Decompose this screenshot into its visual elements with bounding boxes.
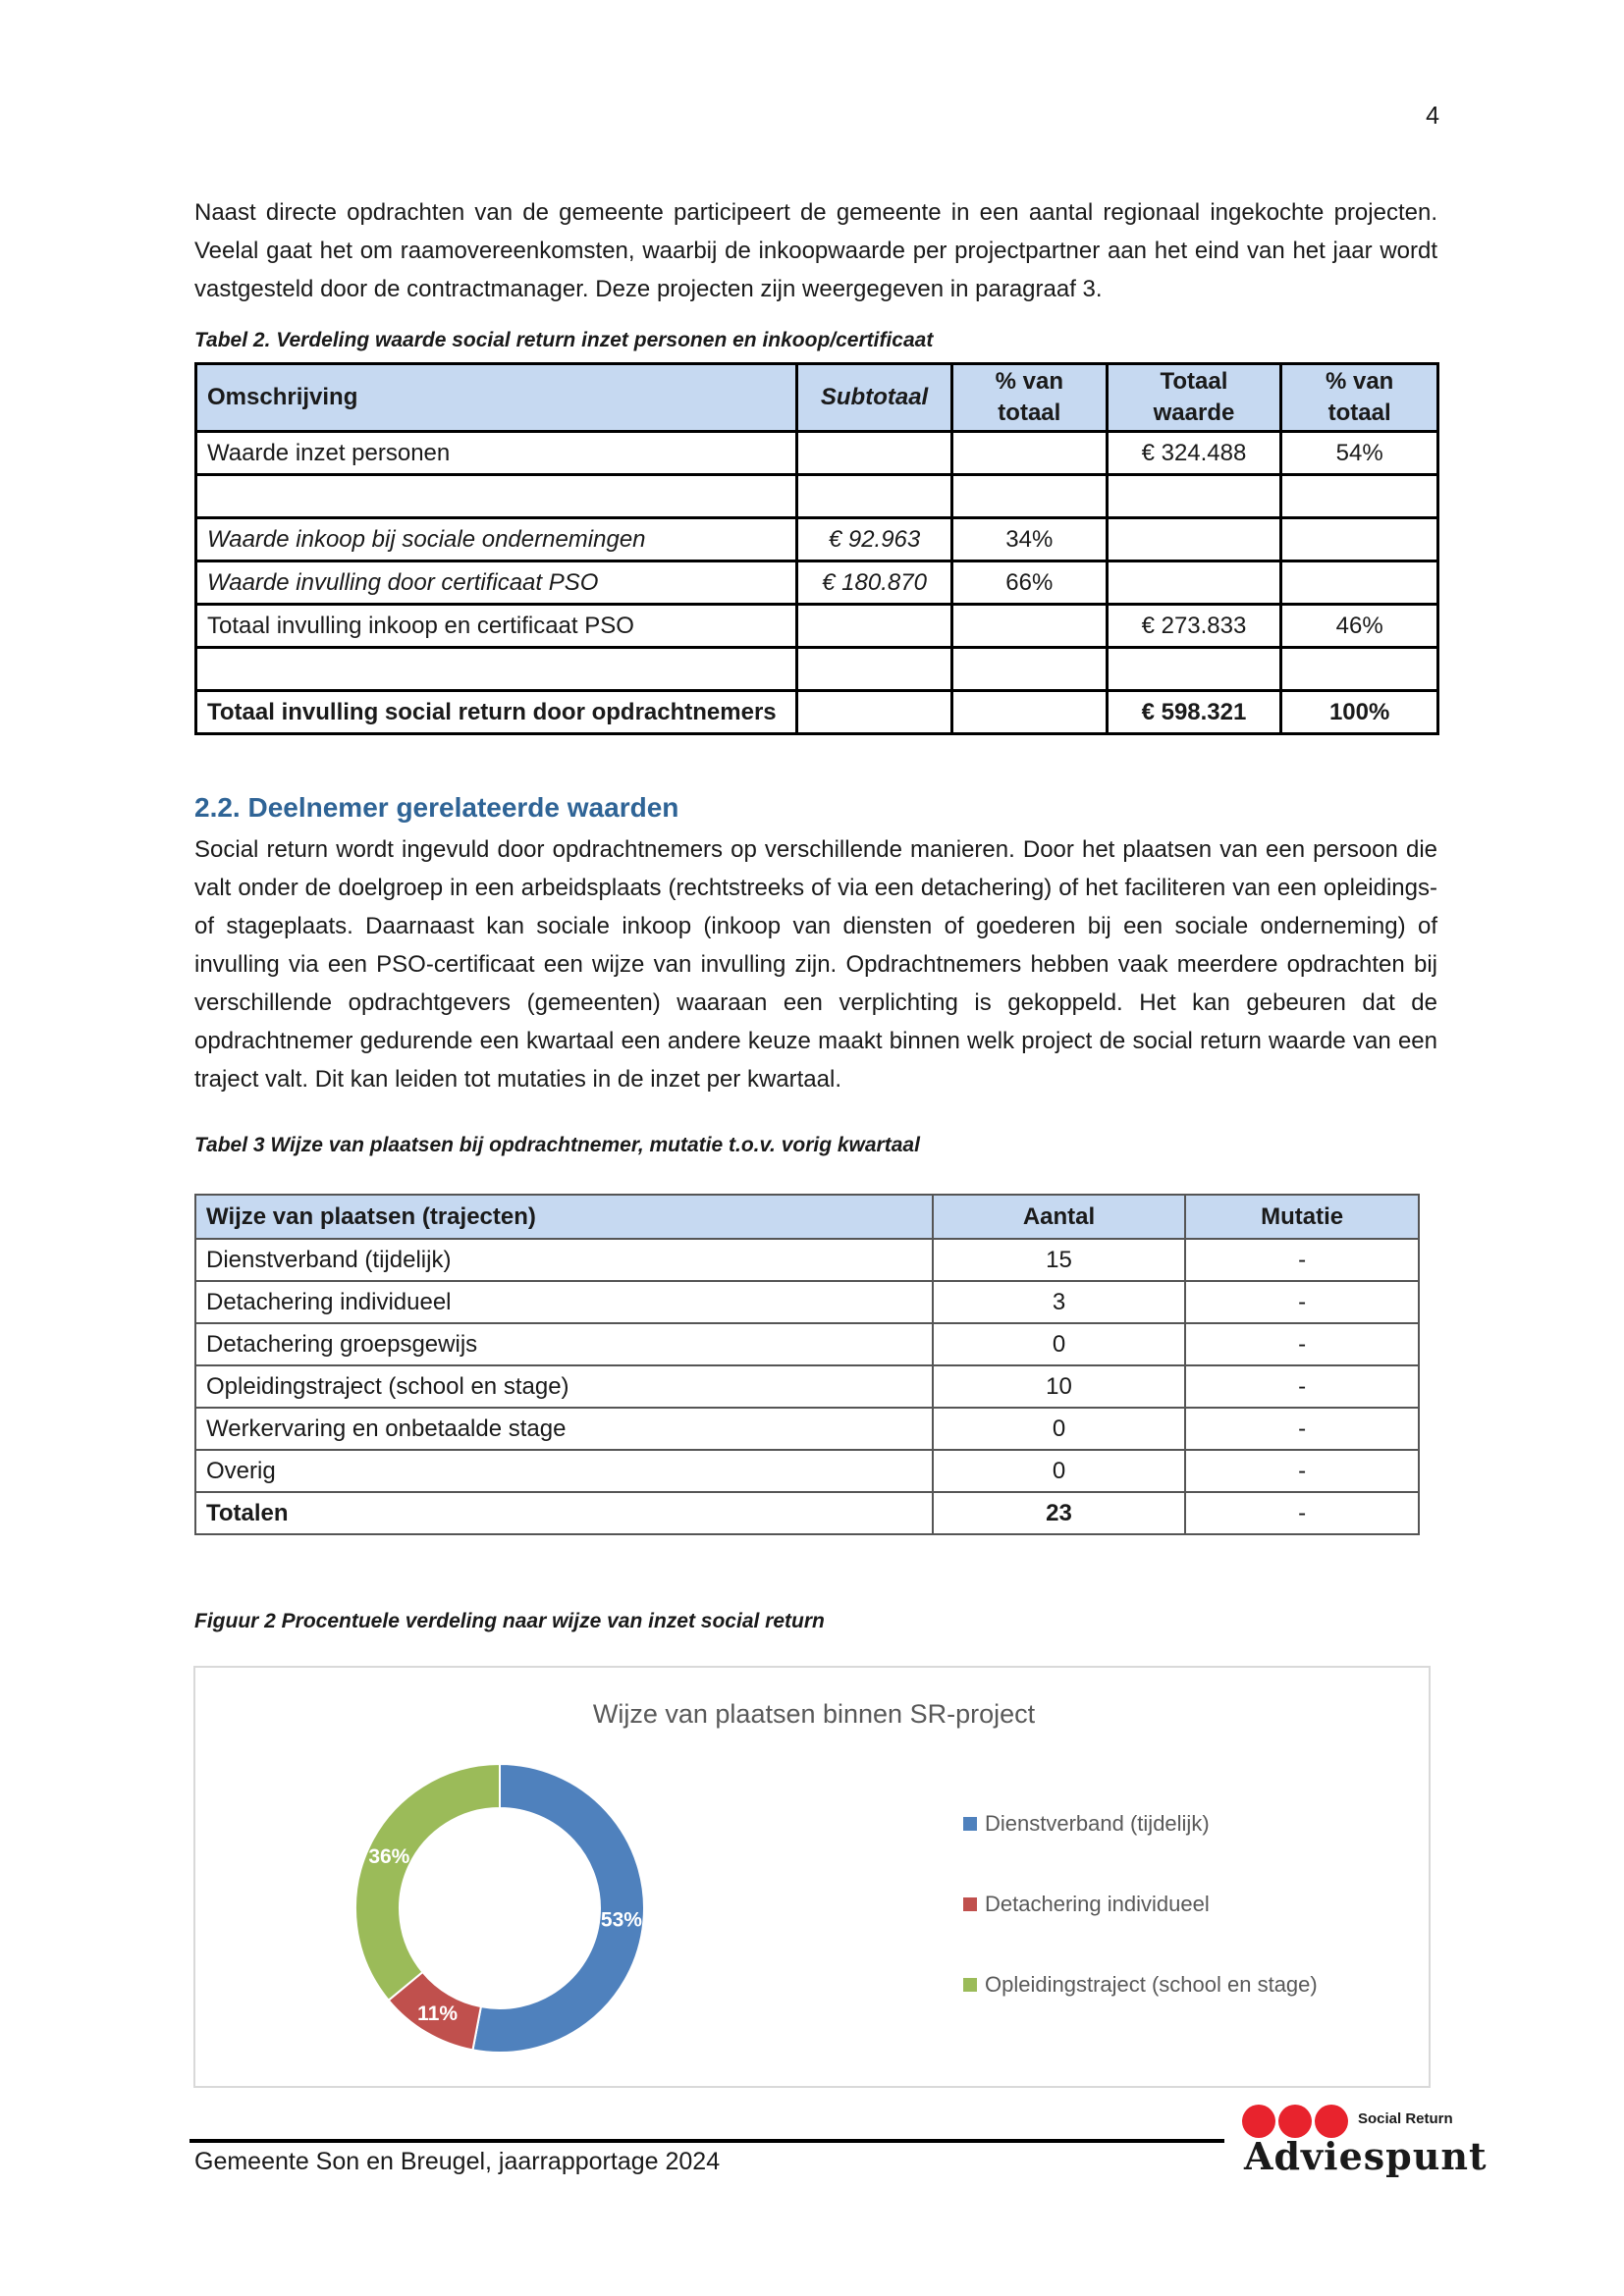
section-paragraph: Social return wordt ingevuld door opdrachtnemers op verschillende manieren. Door het plaatsen van een persoon die valt onder de doelgroep in een arbeidsplaats (rechtstreeks of via een detachering) of het faciliteren van een opleidings- of stageplaats. Daarnaast kan sociale inkoop (inkoop van diensten of goederen bij een sociale onderneming) of invulling via een PSO-certificaat een wijze van invulling zijn. Opdrachtnemers hebben vaak meerdere opdrachten bij verschillende opdrachtgevers (gemeenten) waaraan een verplichting is gekoppeld. Het kan gebeuren dat de opdrachtnemer gedurende een kwartaal een andere keuze maakt binnen welk project de social return waarde van een traject valt. Dit kan leiden tot mutaties in de inzet per kwartaal. [194, 836, 1437, 1093]
table-cell: - [1185, 1323, 1419, 1365]
page-number: 4 [1426, 102, 1439, 130]
table-cell: 10 [933, 1365, 1186, 1408]
table-cell [1107, 648, 1281, 691]
table-cell [797, 648, 952, 691]
table2-header-cell: % van totaal [1281, 364, 1438, 432]
slice-label: 11% [417, 2002, 459, 2026]
table-row [196, 605, 1438, 648]
table-cell [951, 475, 1107, 518]
table-cell: Dienstverband (tijdelijk) [195, 1239, 933, 1281]
table3-caption: Tabel 3 Wijze van plaatsen bij opdrachtnemer, mutatie t.o.v. vorig kwartaal [194, 1134, 920, 1156]
table-cell: 0 [933, 1323, 1186, 1365]
table-cell [951, 648, 1107, 691]
table-row [196, 561, 1438, 605]
table-cell [1107, 561, 1281, 605]
table-row [196, 691, 1438, 734]
table-cell: € 273.833 [1107, 605, 1281, 648]
table-cell: € 180.870 [797, 561, 952, 605]
table-cell [951, 432, 1107, 475]
table2-header-cell: Totaal waarde [1107, 364, 1281, 432]
section-heading: 2.2. Deelnemer gerelateerde waarden [194, 792, 679, 823]
table-row [195, 1239, 1419, 1281]
footer-divider [189, 2139, 1224, 2143]
legend-item [963, 1784, 1318, 1864]
table2-header-cell: % van totaal [951, 364, 1107, 432]
table-cell [1107, 518, 1281, 561]
table-cell [1107, 475, 1281, 518]
table-cell [797, 691, 952, 734]
adviespunt-logo [1242, 2101, 1488, 2179]
table-cell: 0 [933, 1450, 1186, 1492]
table-row [196, 518, 1438, 561]
footer-text: Gemeente Son en Breugel, jaarrapportage 2024 [194, 2148, 721, 2175]
logo-dot [1315, 2105, 1348, 2138]
table-cell [196, 475, 797, 518]
donut-svg [343, 1751, 657, 2065]
table-row [195, 1408, 1419, 1450]
logo-subtitle: Social Return [1358, 2110, 1453, 2127]
table2 [194, 362, 1439, 735]
table-cell: Waarde inkoop bij sociale ondernemingen [196, 518, 797, 561]
table-cell: - [1185, 1281, 1419, 1323]
chart-legend [963, 1784, 1318, 2025]
table2-header-cell: Subtotaal [797, 364, 952, 432]
table-cell: Totalen [195, 1492, 933, 1534]
table-cell: 15 [933, 1239, 1186, 1281]
intro-paragraph: Naast directe opdrachten van de gemeente participeert de gemeente in een aantal regionaal ingekochte projecten. Veelal gaat het om raamovereenkomsten, waarbij de inkoopwaarde per projectpartner aan het eind van het jaar wordt vastgesteld door de contractmanager. Deze projecten zijn weergegeven in paragraaf 3. [194, 199, 1437, 302]
table-cell: Overig [195, 1450, 933, 1492]
table-cell [1281, 561, 1438, 605]
table-cell [951, 605, 1107, 648]
table-cell: 0 [933, 1408, 1186, 1450]
figure-caption: Figuur 2 Procentuele verdeling naar wijze van inzet social return [194, 1610, 825, 1632]
table-cell: Totaal invulling inkoop en certificaat PSO [196, 605, 797, 648]
chart-title: Wijze van plaatsen binnen SR-project [592, 1699, 1036, 1729]
table3-header-cell: Aantal [933, 1195, 1186, 1239]
table-cell [196, 648, 797, 691]
table-cell: Werkervaring en onbetaalde stage [195, 1408, 933, 1450]
table-row [195, 1323, 1419, 1365]
legend-label: Dienstverband (tijdelijk) [985, 1811, 1210, 1836]
slice-label: 53% [600, 1908, 642, 1932]
legend-label: Opleidingstraject (school en stage) [985, 1972, 1318, 1997]
table-cell: 66% [951, 561, 1107, 605]
table2-header-row [196, 364, 1438, 432]
table-row [195, 1492, 1419, 1534]
table-cell: 46% [1281, 605, 1438, 648]
donut-slice [355, 1764, 500, 2001]
table2-caption: Tabel 2. Verdeling waarde social return inzet personen en inkoop/certificaat [194, 329, 934, 351]
table-cell: € 598.321 [1107, 691, 1281, 734]
legend-swatch [963, 1978, 977, 1992]
table-cell: Detachering individueel [195, 1281, 933, 1323]
legend-item [963, 1864, 1318, 1945]
table-cell: € 92.963 [797, 518, 952, 561]
table-cell: Waarde inzet personen [196, 432, 797, 475]
table-cell [797, 475, 952, 518]
table-cell [951, 691, 1107, 734]
legend-label: Detachering individueel [985, 1892, 1210, 1916]
table-cell: Detachering groepsgewijs [195, 1323, 933, 1365]
table3-header-cell: Wijze van plaatsen (trajecten) [195, 1195, 933, 1239]
donut-chart [193, 1666, 1431, 2088]
table-cell [1281, 518, 1438, 561]
table-cell: 100% [1281, 691, 1438, 734]
table-cell: - [1185, 1450, 1419, 1492]
table-row [195, 1450, 1419, 1492]
table3 [194, 1194, 1420, 1535]
table-cell [797, 432, 952, 475]
table-cell: - [1185, 1492, 1419, 1534]
table-cell: 3 [933, 1281, 1186, 1323]
table-row [196, 475, 1438, 518]
logo-dot [1278, 2105, 1312, 2138]
table-cell: 23 [933, 1492, 1186, 1534]
table-cell [797, 605, 952, 648]
legend-swatch [963, 1897, 977, 1911]
logo-title: Adviespunt [1244, 2134, 1488, 2178]
table-cell: 54% [1281, 432, 1438, 475]
table-cell [1281, 648, 1438, 691]
logo-dot [1242, 2105, 1275, 2138]
legend-item [963, 1945, 1318, 2025]
table-row [196, 648, 1438, 691]
table-cell: - [1185, 1408, 1419, 1450]
legend-swatch [963, 1817, 977, 1831]
slice-label: 36% [368, 1844, 410, 1868]
table-row [195, 1281, 1419, 1323]
table-cell: Waarde invulling door certificaat PSO [196, 561, 797, 605]
table-cell: - [1185, 1239, 1419, 1281]
table-cell: Totaal invulling social return door opdrachtnemers [196, 691, 797, 734]
table-row [196, 432, 1438, 475]
table3-header-cell: Mutatie [1185, 1195, 1419, 1239]
table-cell: € 324.488 [1107, 432, 1281, 475]
table-cell: Opleidingstraject (school en stage) [195, 1365, 933, 1408]
table-cell: - [1185, 1365, 1419, 1408]
table-row [195, 1365, 1419, 1408]
table-cell [1281, 475, 1438, 518]
table-cell: 34% [951, 518, 1107, 561]
table2-header-cell: Omschrijving [196, 364, 797, 432]
table3-header-row [195, 1195, 1419, 1239]
